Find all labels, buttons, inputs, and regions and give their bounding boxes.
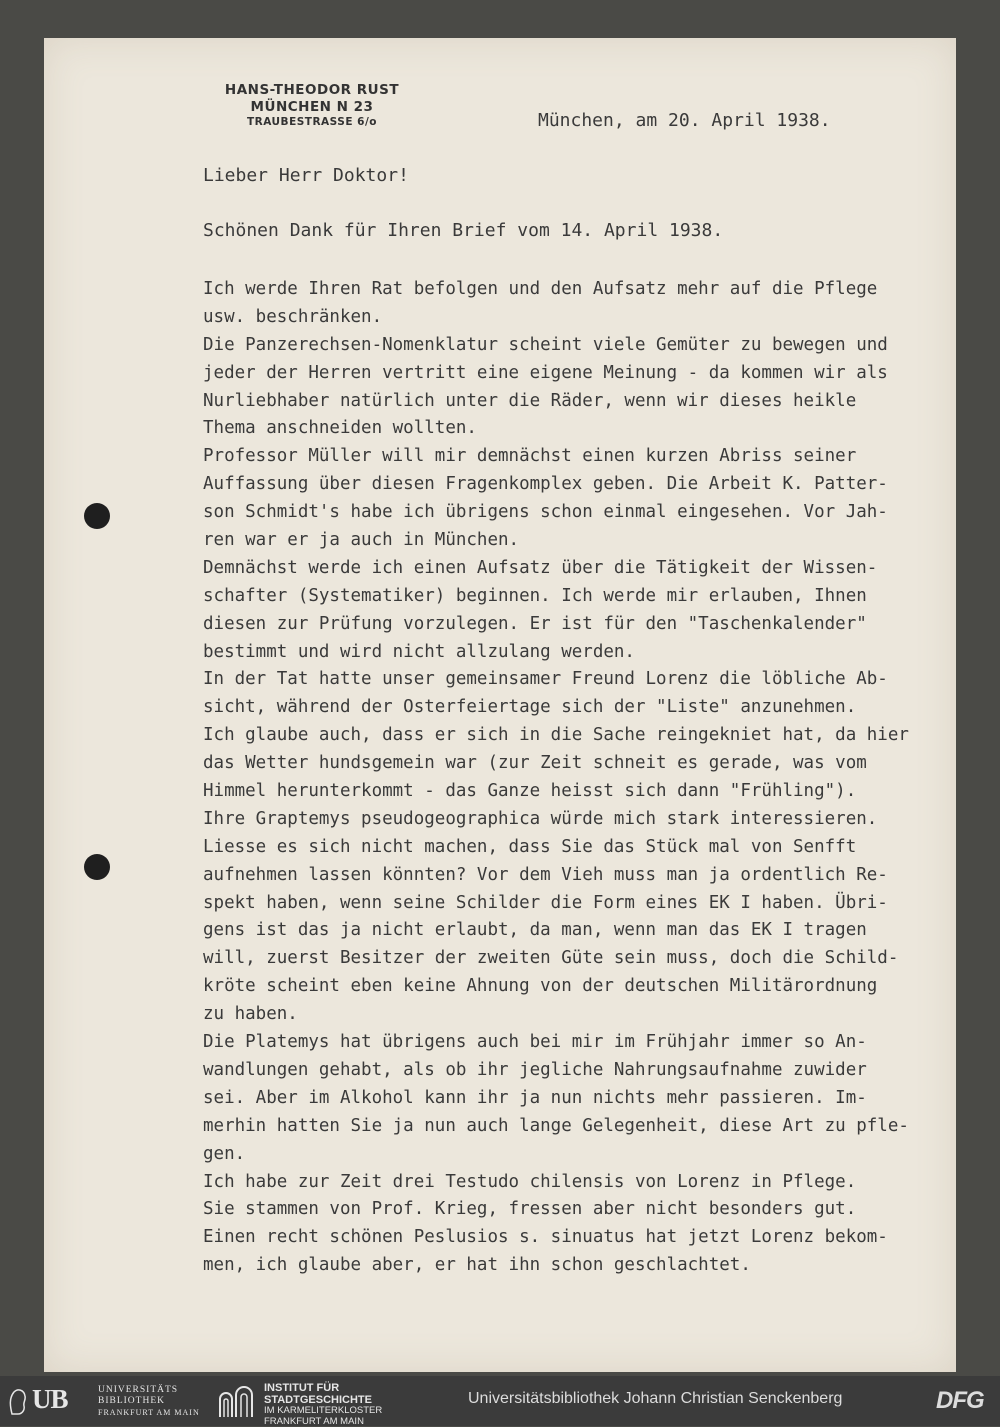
punch-hole-bottom — [84, 854, 110, 880]
body-line: jeder der Herren vertritt eine eigene Meinung - da kommen wir als — [203, 360, 955, 388]
body-line: Auffassung über diesen Fragenkomplex geben. Die Arbeit K. Patter- — [203, 471, 955, 499]
letterhead-street: TRAUBESTRASSE 6/o — [212, 116, 412, 129]
body-line: kröte scheint eben keine Ahnung von der deutschen Militärordnung — [203, 973, 955, 1001]
ub-logo[interactable] — [6, 1384, 96, 1418]
isg-line-3: IM KARMELITERKLOSTER — [264, 1406, 382, 1417]
body-line: Professor Müller will mir demnächst einen kurzen Abriss seiner — [203, 443, 955, 471]
body-line: diesen zur Prüfung vorzulegen. Er ist für den "Taschenkalender" — [203, 611, 955, 639]
institute-arches-icon[interactable] — [216, 1385, 256, 1417]
letterhead — [212, 82, 412, 129]
body-line: men, ich glaube aber, er hat ihn schon geschlachtet. — [203, 1252, 955, 1280]
body-line: spekt haben, wenn seine Schilder die Form eines EK I haben. Übri- — [203, 890, 955, 918]
goethe-portrait-icon — [6, 1386, 28, 1416]
salutation: Lieber Herr Doktor! — [203, 165, 409, 186]
letterhead-city: MÜNCHEN N 23 — [212, 99, 412, 116]
body-line: Ich habe zur Zeit drei Testudo chilensis von Lorenz in Pflege. — [203, 1169, 955, 1197]
library-name[interactable]: Universitätsbibliothek Johann Christian Senckenberg — [468, 1390, 842, 1408]
body-line: son Schmidt's habe ich übrigens schon einmal eingesehen. Vor Jah- — [203, 499, 955, 527]
letter-page — [44, 38, 956, 1372]
body-line: Sie stammen von Prof. Krieg, fressen aber nicht besonders gut. — [203, 1196, 955, 1224]
isg-line-2: STADTGESCHICHTE — [264, 1394, 372, 1406]
body-line: Ihre Graptemys pseudogeographica würde mich stark interessieren. — [203, 806, 955, 834]
body-line: Einen recht schönen Peslusios s. sinuatus hat jetzt Lorenz bekom- — [203, 1224, 955, 1252]
body-line: usw. beschränken. — [203, 304, 955, 332]
body-line: Liesse es sich nicht machen, dass Sie das Stück mal von Senfft — [203, 834, 955, 862]
body-line: sei. Aber im Alkohol kann ihr ja nun nichts mehr passieren. Im- — [203, 1085, 955, 1113]
letter-body — [203, 276, 955, 1280]
letterhead-name: HANS-THEODOR RUST — [212, 82, 412, 99]
body-line: sicht, während der Osterfeiertage sich der "Liste" anzunehmen. — [203, 694, 955, 722]
punch-hole-top — [84, 503, 110, 529]
ub-line-2: BIBLIOTHEK — [98, 1396, 200, 1407]
dfg-logo[interactable]: DFG — [936, 1387, 984, 1415]
body-line: Ich glaube auch, dass er sich in die Sache reingekniet hat, da hier — [203, 722, 955, 750]
body-line: aufnehmen lassen könnten? Vor dem Vieh muss man ja ordentlich Re- — [203, 862, 955, 890]
body-line: Die Panzerechsen-Nomenklatur scheint viele Gemüter zu bewegen und — [203, 332, 955, 360]
body-line: merhin hatten Sie ja nun auch lange Gelegenheit, diese Art zu pfle- — [203, 1113, 955, 1141]
body-line: In der Tat hatte unser gemeinsamer Freund Lorenz die löbliche Ab- — [203, 666, 955, 694]
body-line: schafter (Systematiker) beginnen. Ich werde mir erlauben, Ihnen — [203, 583, 955, 611]
ub-line-1: UNIVERSITÄTS — [98, 1385, 200, 1396]
footer-bar — [0, 1376, 1000, 1426]
dateline: München, am 20. April 1938. — [538, 110, 831, 131]
body-line: bestimmt und wird nicht allzulang werden. — [203, 639, 955, 667]
body-line: Demnächst werde ich einen Aufsatz über die Tätigkeit der Wissen- — [203, 555, 955, 583]
ub-line-3: FRANKFURT AM MAIN — [98, 1407, 200, 1418]
body-line: wandlungen gehabt, als ob ihr jegliche Nahrungsaufnahme zuwider — [203, 1057, 955, 1085]
body-line: Himmel herunterkommt - das Ganze heisst sich dann "Frühling"). — [203, 778, 955, 806]
body-line: gens ist das ja nicht erlaubt, da man, wenn man das EK I tragen — [203, 917, 955, 945]
isg-line-1: INSTITUT FÜR — [264, 1382, 339, 1394]
body-line: Ich werde Ihren Rat befolgen und den Aufsatz mehr auf die Pflege — [203, 276, 955, 304]
body-line: will, zuerst Besitzer der zweiten Güte sein muss, doch die Schild- — [203, 945, 955, 973]
body-line: das Wetter hundsgemein war (zur Zeit schneit es gerade, was vom — [203, 750, 955, 778]
body-line: zu haben. — [203, 1001, 955, 1029]
thanks-line: Schönen Dank für Ihren Brief vom 14. April 1938. — [203, 220, 723, 241]
body-line: Thema anschneiden wollten. — [203, 415, 955, 443]
body-line: ren war er ja auch in München. — [203, 527, 955, 555]
body-line: gen. — [203, 1141, 955, 1169]
body-line: Die Platemys hat übrigens auch bei mir im Frühjahr immer so An- — [203, 1029, 955, 1057]
body-line: Nurliebhaber natürlich unter die Räder, wenn wir dieses heikle — [203, 388, 955, 416]
ub-mark: UB — [32, 1384, 68, 1415]
institute-text — [264, 1383, 382, 1427]
isg-line-4: FRANKFURT AM MAIN — [264, 1417, 382, 1427]
ub-text — [98, 1385, 200, 1418]
